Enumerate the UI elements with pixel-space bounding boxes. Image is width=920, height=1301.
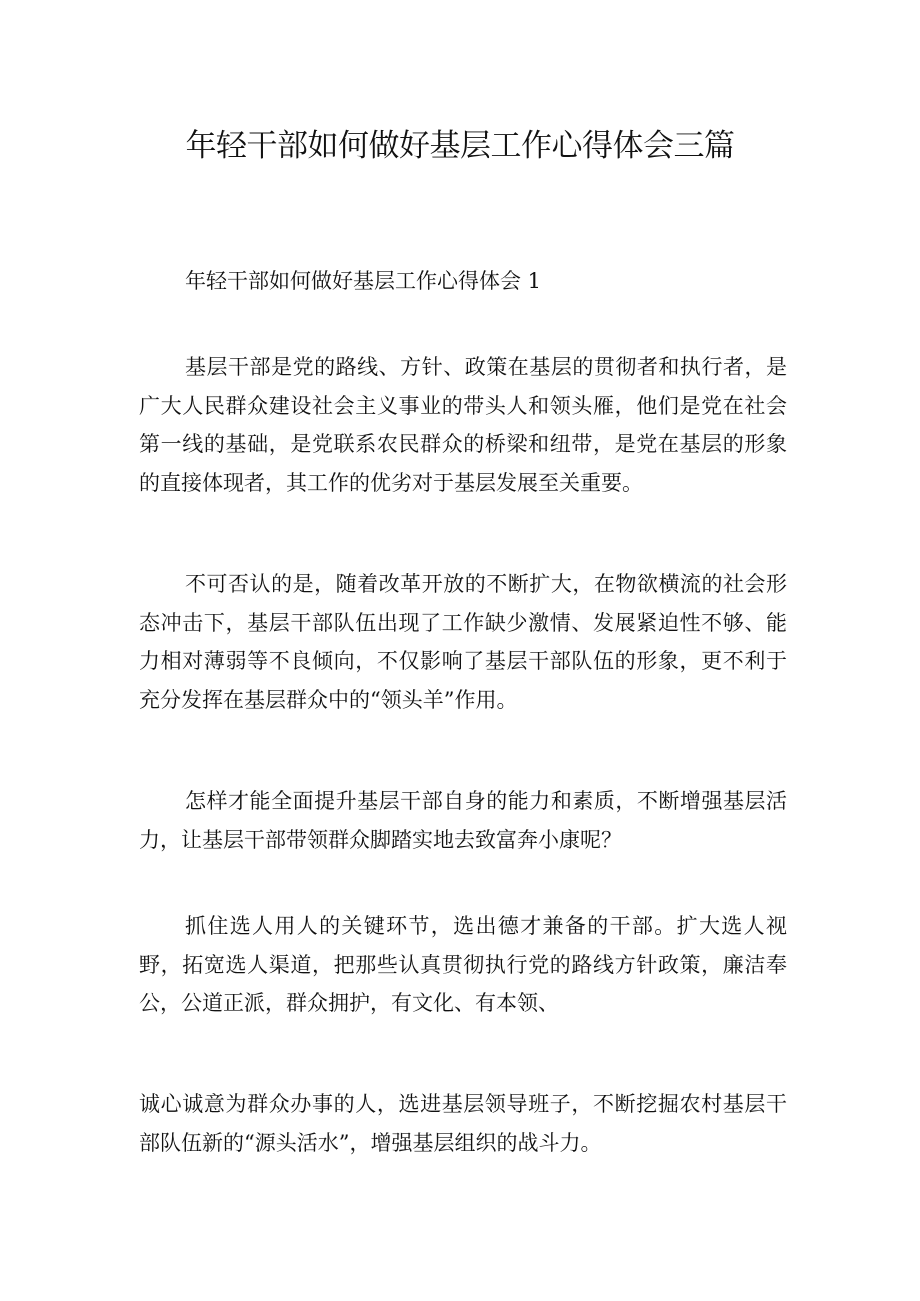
paragraph-3: 怎样才能全面提升基层干部自身的能力和素质，不断增强基层活力，让基层干部带领群众脚踏实地去致富奔小康呢？ [139,789,787,852]
section-heading: 年轻干部如何做好基层工作心得体会 1 [185,269,542,293]
paragraph-5: 诚心诚意为群众办事的人，选进基层领导班子，不断挖掘农村基层干部队伍新的“源头活水”，增强基层组织的战斗力。 [139,1092,787,1155]
paragraph-1: 基层干部是党的路线、方针、政策在基层的贯彻者和执行者，是广大人民群众建设社会主义事业的带头人和领头雁，他们是党在社会第一线的基础，是党联系农民群众的桥梁和纽带，是党在基层的形象的直接体现者，其工作的优劣对于基层发展至关重要。 [139,355,787,495]
paragraph-2: 不可否认的是，随着改革开放的不断扩大，在物欲横流的社会形态冲击下，基层干部队伍出现了工作缺少激情、发展紧迫性不够、能力相对薄弱等不良倾向，不仅影响了基层干部队伍的形象，更不利于充分发挥在基层群众中的“领头羊”作用。 [139,572,787,712]
document-title: 年轻干部如何做好基层工作心得体会三篇 [185,128,735,164]
paragraph-4: 抓住选人用人的关键环节，选出德才兼备的干部。扩大选人视野，拓宽选人渠道，把那些认真贯彻执行党的路线方针政策，廉洁奉公，公道正派，群众拥护，有文化、有本领、 [139,914,787,1015]
